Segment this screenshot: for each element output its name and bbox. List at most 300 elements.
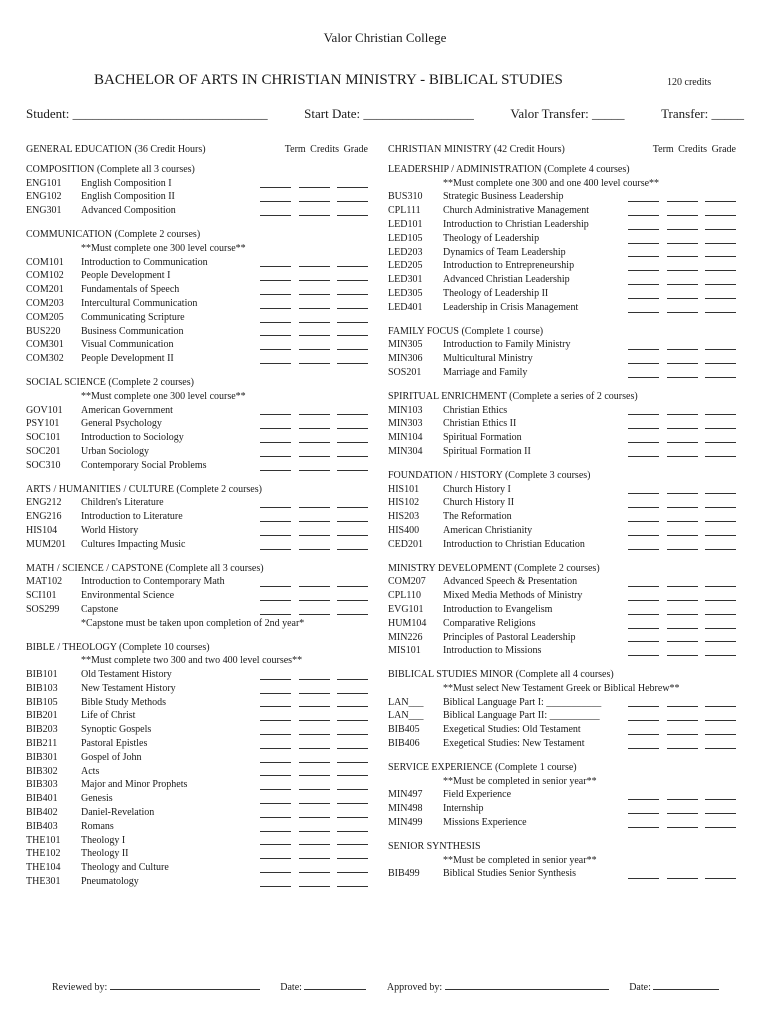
course-title: Genesis [81,793,113,805]
grade-blank[interactable] [705,705,736,707]
term-blank[interactable] [628,654,659,656]
valor-transfer-field[interactable]: Valor Transfer: _____ [510,106,625,121]
grade-blank[interactable] [705,492,736,494]
credits-blank[interactable] [667,348,698,350]
course-row [388,802,736,816]
course-entry-blanks [260,709,368,723]
grade-blank[interactable] [337,885,368,887]
term-blank[interactable] [628,719,659,721]
approval-date-line[interactable] [653,981,719,990]
credits-blank[interactable] [299,843,330,845]
grade-blank[interactable] [337,469,368,471]
term-blank[interactable] [260,788,291,790]
term-blank[interactable] [260,413,291,415]
course-section [26,483,368,552]
course-title: Strategic Business Leadership [443,191,564,203]
section-heading: COMMUNICATION (Complete 2 courses) [26,228,201,240]
course-code: GOV101 [26,404,63,416]
term-blank[interactable] [260,200,291,202]
credits-blank[interactable] [667,812,698,814]
grade-blank[interactable] [705,242,736,244]
grade-blank[interactable] [337,857,368,859]
course-title: General Psychology [81,418,162,430]
course-row [26,338,368,352]
grade-blank[interactable] [705,348,736,350]
term-blank[interactable] [260,885,291,887]
term-blank[interactable] [260,307,291,309]
course-row [388,431,736,445]
term-blank[interactable] [260,871,291,873]
term-blank[interactable] [628,376,659,378]
grade-blank[interactable] [705,627,736,629]
term-blank[interactable] [628,214,659,216]
course-row [388,603,736,617]
course-entry-blanks [260,297,368,311]
credits-blank[interactable] [299,362,330,364]
grade-blank[interactable] [337,265,368,267]
grade-blank[interactable] [337,362,368,364]
term-blank[interactable] [260,321,291,323]
term-blank[interactable] [260,279,291,281]
term-blank[interactable] [260,441,291,443]
course-entry-blanks [260,177,368,191]
course-code: LED105 [388,232,423,244]
grade-blank[interactable] [705,613,736,615]
credits-blank[interactable] [299,871,330,873]
course-row [388,246,736,260]
grade-blank[interactable] [705,733,736,735]
grade-blank[interactable] [705,214,736,216]
term-blank[interactable] [628,200,659,202]
credits-blank[interactable] [299,678,330,680]
student-field[interactable]: Student: ______________________________ [26,106,268,121]
grade-blank[interactable] [337,334,368,336]
course-entry-blanks [628,737,736,751]
term-blank[interactable] [628,599,659,601]
course-code: LED203 [388,246,423,258]
grade-blank[interactable] [337,534,368,536]
grade-blank[interactable] [705,427,736,429]
grade-blank[interactable] [705,719,736,721]
approved-by-line[interactable] [445,981,609,990]
term-blank[interactable] [628,506,659,508]
term-blank[interactable] [260,186,291,188]
term-blank[interactable] [628,548,659,550]
course-title: Synoptic Gospels [81,724,152,736]
term-blank[interactable] [628,640,659,642]
credits-blank[interactable] [667,585,698,587]
course-code: ENG301 [26,205,62,217]
credits-blank[interactable] [667,520,698,522]
credits-blank[interactable] [299,885,330,887]
course-entry-blanks [260,682,368,696]
credits-blank[interactable] [667,599,698,601]
term-blank[interactable] [628,228,659,230]
credits-blank[interactable] [299,534,330,536]
term-blank[interactable] [260,455,291,457]
grade-blank[interactable] [705,283,736,285]
credits-blank[interactable] [299,548,330,550]
grade-blank[interactable] [705,747,736,749]
grade-blank[interactable] [337,427,368,429]
grade-blank[interactable] [337,413,368,415]
course-entry-blanks [260,575,368,589]
course-row [26,682,368,696]
course-title: English Composition I [81,177,172,189]
term-blank[interactable] [260,520,291,522]
grade-blank[interactable] [337,830,368,832]
credits-blank[interactable] [667,548,698,550]
term-blank[interactable] [628,705,659,707]
grade-blank[interactable] [705,506,736,508]
credits-blank[interactable] [667,640,698,642]
grade-blank[interactable] [705,654,736,656]
grade-blank[interactable] [337,774,368,776]
term-blank[interactable] [628,455,659,457]
grade-blank[interactable] [337,455,368,457]
credits-blank[interactable] [299,705,330,707]
credits-blank[interactable] [667,506,698,508]
course-row [388,524,736,538]
course-code: BIB406 [388,738,420,750]
grade-blank[interactable] [705,520,736,522]
credits-blank[interactable] [299,265,330,267]
grade-blank[interactable] [705,441,736,443]
grade-blank[interactable] [337,719,368,721]
start-date-field[interactable]: Start Date: _________________ [304,106,474,121]
term-blank[interactable] [260,506,291,508]
credits-blank[interactable] [299,186,330,188]
term-blank[interactable] [628,413,659,415]
term-blank[interactable] [628,255,659,257]
term-blank[interactable] [628,798,659,800]
grade-blank[interactable] [705,640,736,642]
course-title: Church History I [443,483,511,495]
grade-blank[interactable] [705,228,736,230]
grade-blank[interactable] [337,520,368,522]
grade-blank[interactable] [337,733,368,735]
course-title: Biblical Language Part I: ___________ [443,696,602,708]
credits-blank[interactable] [299,293,330,295]
grade-blank[interactable] [705,311,736,313]
course-entry-blanks [260,668,368,682]
grade-blank[interactable] [705,255,736,257]
credits-blank[interactable] [667,376,698,378]
term-blank[interactable] [628,283,659,285]
term-blank[interactable] [628,877,659,879]
term-blank[interactable] [260,733,291,735]
grade-blank[interactable] [337,200,368,202]
credits-blank[interactable] [299,334,330,336]
credits-blank[interactable] [667,492,698,494]
grade-blank[interactable] [705,599,736,601]
course-row [388,816,736,830]
credits-blank[interactable] [667,441,698,443]
term-blank[interactable] [260,774,291,776]
grade-blank[interactable] [705,548,736,550]
grade-blank[interactable] [337,348,368,350]
credits-blank[interactable] [299,788,330,790]
term-blank[interactable] [260,761,291,763]
term-blank[interactable] [628,297,659,299]
signature-footer [52,981,737,993]
course-entry-blanks [260,459,368,473]
term-blank[interactable] [628,427,659,429]
course-entry-blanks [628,538,736,552]
term-blank[interactable] [260,816,291,818]
term-blank[interactable] [260,427,291,429]
grade-blank[interactable] [705,826,736,828]
credits-blank[interactable] [299,455,330,457]
grade-blank[interactable] [705,455,736,457]
course-row [388,510,736,524]
term-blank[interactable] [628,613,659,615]
term-blank[interactable] [260,585,291,587]
course-code: HUM104 [388,617,427,629]
credits-blank[interactable] [299,506,330,508]
course-title: World History [81,524,139,536]
term-blank[interactable] [260,802,291,804]
term-blank[interactable] [260,534,291,536]
credits-blank[interactable] [667,362,698,364]
course-entry-blanks [260,603,368,617]
grade-blank[interactable] [337,678,368,680]
term-blank[interactable] [260,857,291,859]
grade-blank[interactable] [337,816,368,818]
credits-blank[interactable] [299,599,330,601]
credits-blank[interactable] [299,733,330,735]
credits-blank[interactable] [299,214,330,216]
credits-blank[interactable] [667,214,698,216]
term-blank[interactable] [260,469,291,471]
term-blank[interactable] [628,534,659,536]
term-blank[interactable] [628,348,659,350]
credits-blank[interactable] [299,321,330,323]
term-blank[interactable] [628,441,659,443]
credits-blank[interactable] [667,627,698,629]
term-blank[interactable] [260,692,291,694]
course-section [388,562,736,659]
credits-blank[interactable] [299,692,330,694]
grade-blank[interactable] [705,200,736,202]
term-blank[interactable] [260,613,291,615]
grade-blank[interactable] [337,843,368,845]
credits-blank[interactable] [667,733,698,735]
credits-blank[interactable] [299,761,330,763]
term-blank[interactable] [260,830,291,832]
credits-blank[interactable] [667,654,698,656]
grade-blank[interactable] [337,692,368,694]
grade-blank[interactable] [337,788,368,790]
term-blank[interactable] [628,520,659,522]
credits-blank[interactable] [299,585,330,587]
approval-date-field[interactable] [629,981,719,993]
term-blank[interactable] [260,705,291,707]
term-blank[interactable] [628,733,659,735]
term-blank[interactable] [628,585,659,587]
grade-blank[interactable] [705,362,736,364]
credits-blank[interactable] [299,774,330,776]
term-blank[interactable] [260,334,291,336]
credits-blank[interactable] [299,441,330,443]
credits-blank[interactable] [667,747,698,749]
course-code: ENG216 [26,511,62,523]
credits-blank[interactable] [299,348,330,350]
grade-blank[interactable] [337,186,368,188]
term-blank[interactable] [260,362,291,364]
grade-blank[interactable] [705,297,736,299]
term-blank[interactable] [260,265,291,267]
credits-blank[interactable] [667,613,698,615]
credits-blank[interactable] [667,826,698,828]
course-code: PSY101 [26,418,60,430]
term-blank[interactable] [628,242,659,244]
reviewed-by-line[interactable] [110,981,260,990]
credits-blank[interactable] [667,311,698,313]
credits-blank[interactable] [299,830,330,832]
grade-blank[interactable] [705,269,736,271]
course-entry-blanks [628,204,736,218]
credits-blank[interactable] [299,200,330,202]
course-code: BUS220 [26,325,61,337]
grade-blank[interactable] [705,877,736,879]
reviewed-by-label: Reviewed by: [52,982,108,993]
term-blank[interactable] [628,747,659,749]
course-title: Pneumatology [81,876,139,888]
course-title: Advanced Christian Leadership [443,274,570,286]
term-blank[interactable] [260,348,291,350]
credits-blank[interactable] [667,427,698,429]
review-date-line[interactable] [304,981,366,990]
credits-blank[interactable] [299,413,330,415]
grade-blank[interactable] [705,798,736,800]
course-code: COM207 [388,576,426,588]
course-section [388,840,736,881]
grade-blank[interactable] [337,747,368,749]
term-blank[interactable] [260,599,291,601]
grade-blank[interactable] [337,506,368,508]
course-entry-blanks [628,301,736,315]
credits-blank[interactable] [299,469,330,471]
credits-blank[interactable] [299,427,330,429]
grade-blank[interactable] [337,307,368,309]
course-code: COM302 [26,353,64,365]
term-blank[interactable] [260,214,291,216]
credits-blank[interactable] [667,283,698,285]
term-blank[interactable] [260,548,291,550]
grade-blank[interactable] [705,585,736,587]
credits-blank[interactable] [299,816,330,818]
grade-blank[interactable] [337,441,368,443]
term-blank[interactable] [260,678,291,680]
credits-blank[interactable] [667,255,698,257]
course-row [388,723,736,737]
course-code: MIN497 [388,789,423,801]
term-blank[interactable] [628,627,659,629]
term-blank[interactable] [260,293,291,295]
term-blank[interactable] [628,362,659,364]
credits-blank[interactable] [299,307,330,309]
credits-blank[interactable] [299,802,330,804]
term-blank[interactable] [628,492,659,494]
grade-blank[interactable] [337,279,368,281]
course-row [388,575,736,589]
review-date-field[interactable] [280,981,366,993]
term-blank[interactable] [260,843,291,845]
approved-by-field[interactable] [387,981,609,993]
credits-blank[interactable] [667,228,698,230]
grade-blank[interactable] [337,802,368,804]
term-blank[interactable] [628,311,659,313]
credits-blank[interactable] [299,279,330,281]
course-code: LED205 [388,260,423,272]
grade-blank[interactable] [337,705,368,707]
credits-blank[interactable] [667,297,698,299]
credits-blank[interactable] [667,877,698,879]
credits-blank[interactable] [299,747,330,749]
course-entry-blanks [628,524,736,538]
credits-blank[interactable] [667,705,698,707]
credits-blank[interactable] [299,613,330,615]
credits-blank[interactable] [299,857,330,859]
course-entry-blanks [628,483,736,497]
grade-blank[interactable] [705,812,736,814]
course-title: Old Testament History [81,669,172,681]
credits-blank[interactable] [667,455,698,457]
credits-blank[interactable] [667,534,698,536]
credits-blank[interactable] [667,719,698,721]
credits-blank[interactable] [667,798,698,800]
credits-blank[interactable] [299,520,330,522]
term-blank[interactable] [260,719,291,721]
credits-blank[interactable] [667,200,698,202]
term-blank[interactable] [260,747,291,749]
course-title: The Reformation [443,511,512,523]
course-code: SOS299 [26,603,60,615]
grade-blank[interactable] [337,599,368,601]
course-entry-blanks [628,709,736,723]
credits-blank[interactable] [667,242,698,244]
grade-blank[interactable] [337,585,368,587]
credits-blank[interactable] [667,269,698,271]
grade-blank[interactable] [705,534,736,536]
credits-blank[interactable] [667,413,698,415]
grade-blank[interactable] [705,413,736,415]
grade-blank[interactable] [337,214,368,216]
grade-blank[interactable] [337,871,368,873]
grade-blank[interactable] [337,548,368,550]
grade-blank[interactable] [337,321,368,323]
grade-blank[interactable] [337,761,368,763]
course-entry-blanks [260,431,368,445]
term-blank[interactable] [628,812,659,814]
credits-blank[interactable] [299,719,330,721]
course-code: HIS102 [388,497,420,509]
grade-blank[interactable] [337,613,368,615]
reviewed-by-field[interactable] [52,981,260,993]
course-code: BIB401 [26,793,58,805]
course-row [26,177,368,191]
course-code: MIN103 [388,404,423,416]
course-entry-blanks [260,283,368,297]
term-blank[interactable] [628,269,659,271]
grade-blank[interactable] [705,376,736,378]
section-requirement-note: **Must be completed in senior year** [443,775,597,787]
course-section [388,163,736,315]
term-blank[interactable] [628,826,659,828]
transfer-field[interactable]: Transfer: _____ [661,106,744,121]
grade-blank[interactable] [337,293,368,295]
